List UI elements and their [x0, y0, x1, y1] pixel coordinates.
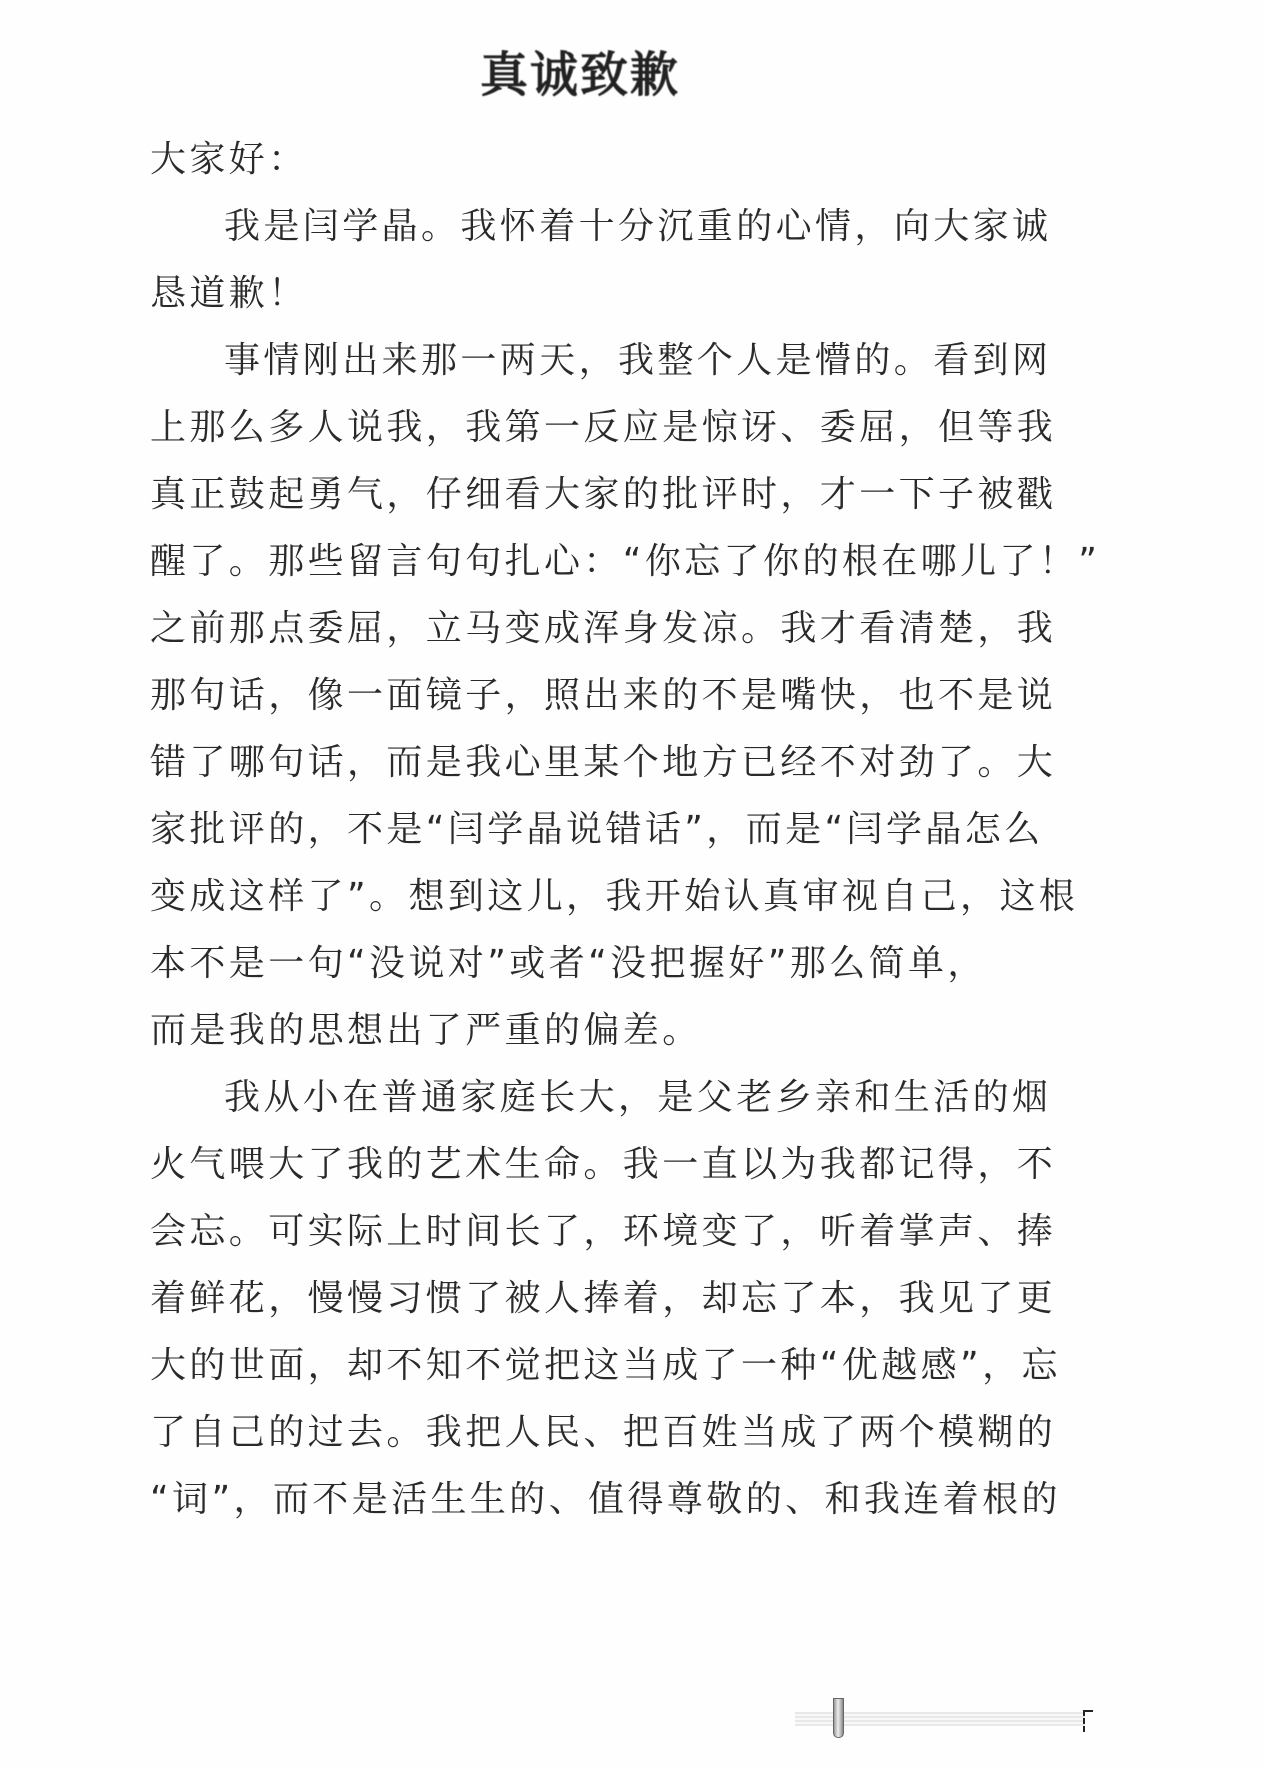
- document-title: 真诚致歉: [479, 47, 680, 103]
- body-line: 那句话，像一面镜子，照出来的不是嘴快，也不是说: [150, 675, 1057, 716]
- scrollbar-thumb-handle[interactable]: [833, 1698, 844, 1738]
- body-line: 醒了。那些留言句句扎心：“你忘了你的根在哪儿了！”: [150, 541, 1101, 582]
- body-line: 恳道歉！: [150, 273, 308, 314]
- body-line: 之前那点委屈，立马变成浑身发凉。我才看清楚，我: [150, 608, 1057, 649]
- body-line: 大的世面，却不知不觉把这当成了一种“优越感”，忘: [150, 1345, 1061, 1386]
- document-body: [150, 126, 1101, 1533]
- body-line: 了自己的过去。我把人民、把百姓当成了两个模糊的: [150, 1412, 1057, 1453]
- body-line: 上那么多人说我，我第一反应是惊讶、委屈，但等我: [150, 407, 1057, 448]
- body-line: 我是闫学晶。我怀着十分沉重的心情，向大家诚: [224, 206, 1052, 247]
- body-line: 而是我的思想出了严重的偏差。: [150, 1010, 702, 1051]
- text-cursor-icon: [1083, 1710, 1093, 1732]
- body-lines: [150, 193, 1101, 1533]
- body-line: 火气喂大了我的艺术生命。我一直以为我都记得，不: [150, 1144, 1057, 1185]
- body-line: 本不是一句“没说对”或者“没把握好”那么简单，: [150, 943, 987, 984]
- horizontal-scrollbar[interactable]: [795, 1708, 1095, 1730]
- body-line: 真正鼓起勇气，仔细看大家的批评时，才一下子被戳: [150, 474, 1057, 515]
- body-line: 事情刚出来那一两天，我整个人是懵的。看到网: [224, 340, 1052, 381]
- body-line: 会忘。可实际上时间长了，环境变了，听着掌声、捧: [150, 1211, 1057, 1252]
- greeting-line: 大家好：: [150, 139, 308, 180]
- body-line: 变成这样了”。想到这儿，我开始认真审视自己，这根: [150, 876, 1079, 917]
- body-line: 我从小在普通家庭长大，是父老乡亲和生活的烟: [224, 1077, 1052, 1118]
- body-line: 家批评的，不是“闫学晶说错话”，而是“闫学晶怎么: [150, 809, 1044, 850]
- body-line: 着鲜花，慢慢习惯了被人捧着，却忘了本，我见了更: [150, 1278, 1057, 1319]
- body-line: “词”，而不是活生生的、值得尊敬的、和我连着根的: [150, 1479, 1061, 1520]
- body-line: 错了哪句话，而是我心里某个地方已经不对劲了。大: [150, 742, 1057, 783]
